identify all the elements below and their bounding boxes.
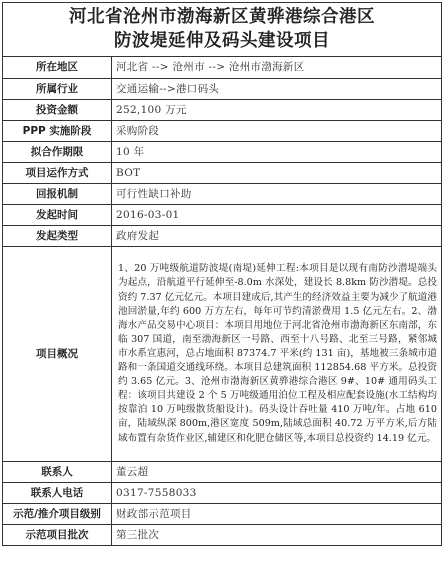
label-phone: 联系人电话: [3, 482, 112, 503]
row-return-mechanism: [3, 183, 441, 204]
label-investment: 投资金额: [3, 99, 112, 120]
value-contact: 董云超: [112, 461, 442, 482]
row-overview: [3, 246, 441, 461]
row-demo-level: [3, 503, 441, 524]
label-industry: 所属行业: [3, 78, 112, 99]
value-industry: 交通运输-->港口码头: [112, 78, 442, 99]
row-ppp-stage: [3, 120, 441, 141]
row-region: [3, 57, 441, 78]
title-line-2: 防波堤延伸及码头建设项目: [114, 31, 330, 51]
project-title: [3, 3, 441, 57]
project-card: [2, 2, 442, 546]
label-ppp-stage: PPP 实施阶段: [3, 120, 112, 141]
value-investment: 252,100 万元: [112, 99, 442, 120]
value-overview: 1、20 万吨级航道防波堤(南堤)延伸工程:本项目是以现有南防沙潜堤端头为起点，沿航道平行延伸至-8.0m 水深处，建设长 8.8km 防沙潜堤。总投资约 7.37 亿元亿元。本项目建成后,其产生的经济效益主要为减少了航道港池回淤量,年约 600 万方左右，每年可节约清淤费用 1.5 亿元左右。2、渤海水产品交易中心项目：本项目用地位于河北省沧州市渤海新区东南部，东临 307 国道，南至渤海新区一号路、西至十八号路、北至三号路，紧邻城市水系宣惠河，总占地面积 87374.7 平米(约 131 亩)，基地被三条城市道路和一条国道交通线环绕。本项目总建筑面积 112854.68 平方米。总投资约 3.65 亿元。3、沧州市渤海新区黄骅港综合港区 9#、10# 通用码头工程：该项目共建设 2 个 5 万吨级通用泊位工程及相应配套设施(水工结构均按靠泊 10 万吨级散货船设计)。码头设计吞吐量 410 万吨/年。占地 610 亩，陆域纵深 800m,港区宽度 509m,陆域总面积 40.72 万平方米,后方陆域布置有杂货作业区,辅建区和化肥仓储区等,本项目总投资约 14.19 亿元。: [112, 246, 442, 461]
label-start-date: 发起时间: [3, 204, 112, 225]
value-region: 河北省 --> 沧州市 --> 沧州市渤海新区: [112, 57, 442, 78]
row-demo-batch: [3, 524, 441, 545]
row-industry: [3, 78, 441, 99]
value-demo-level: 财政部示范项目: [112, 503, 442, 524]
label-region: 所在地区: [3, 57, 112, 78]
label-demo-batch: 示范项目批次: [3, 524, 112, 545]
value-demo-batch: 第三批次: [112, 524, 442, 545]
value-initiation-type: 政府发起: [112, 225, 442, 246]
value-term: 10 年: [112, 141, 442, 162]
row-phone: [3, 482, 441, 503]
row-initiation-type: [3, 225, 441, 246]
value-operation-mode: BOT: [112, 162, 442, 183]
label-initiation-type: 发起类型: [3, 225, 112, 246]
project-info-table: [3, 57, 441, 545]
row-investment: [3, 99, 441, 120]
row-operation-mode: [3, 162, 441, 183]
value-return-mechanism: 可行性缺口补助: [112, 183, 442, 204]
label-demo-level: 示范/推介项目级别: [3, 503, 112, 524]
value-start-date: 2016-03-01: [112, 204, 442, 225]
label-operation-mode: 项目运作方式: [3, 162, 112, 183]
label-term: 拟合作期限: [3, 141, 112, 162]
row-contact: [3, 461, 441, 482]
row-term: [3, 141, 441, 162]
label-contact: 联系人: [3, 461, 112, 482]
title-line-1: 河北省沧州市渤海新区黄骅港综合港区: [69, 7, 375, 27]
value-ppp-stage: 采购阶段: [112, 120, 442, 141]
row-start-date: [3, 204, 441, 225]
value-phone: 0317-7558033: [112, 482, 442, 503]
label-return-mechanism: 回报机制: [3, 183, 112, 204]
label-overview: 项目概况: [3, 246, 112, 461]
